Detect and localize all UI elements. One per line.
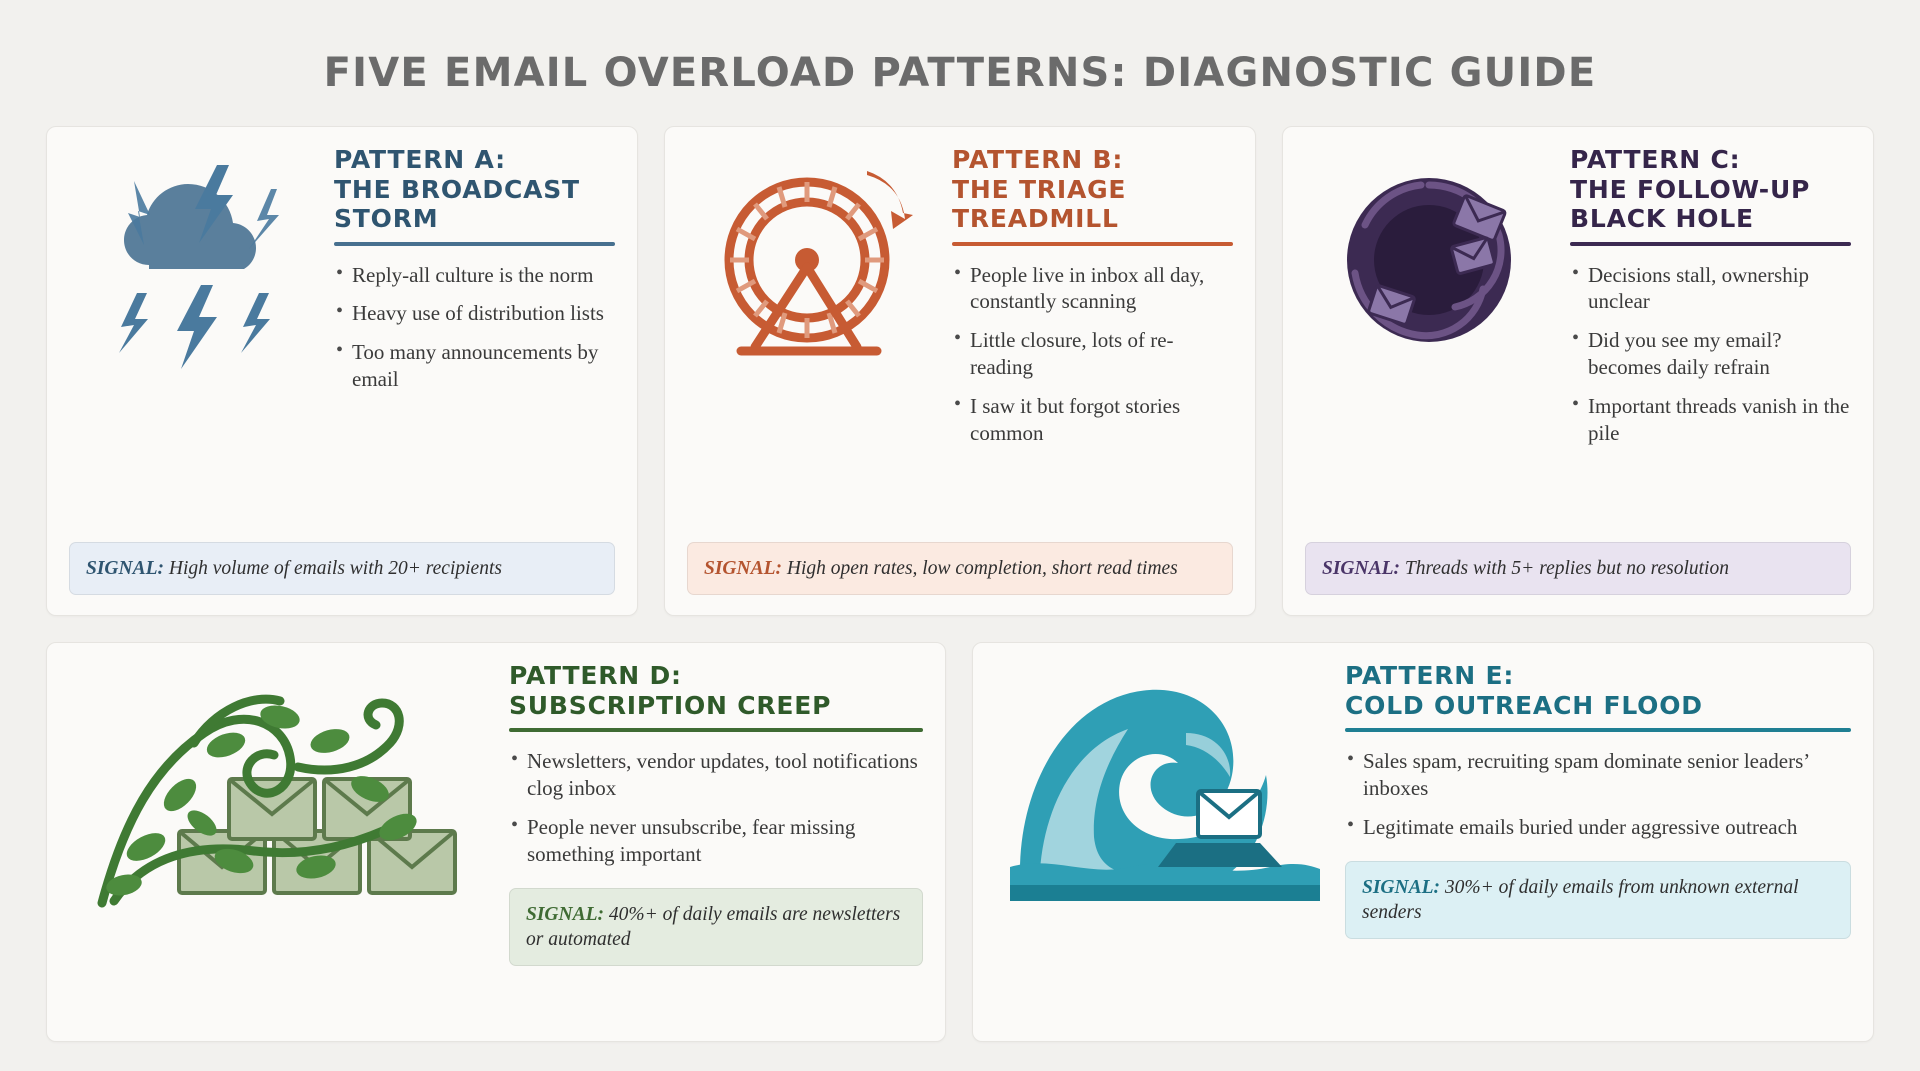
signal-label: SIGNAL: [86,557,165,579]
list-item: • Too many announcements by email [334,339,615,393]
list-item: • Did you see my email? becomes daily refrain [1570,327,1851,381]
icon-container [1305,145,1560,385]
pattern-title [952,145,1233,234]
black-hole-vortex-envelopes-icon [1325,155,1540,385]
title-rule [334,242,615,246]
pattern-title [1345,661,1851,720]
card-pattern-a [46,126,638,616]
card-pattern-e [972,642,1874,1042]
signal-text: 40%+ of daily emails are newsletters or automated [526,903,901,950]
page-title: FIVE EMAIL OVERLOAD PATTERNS: DIAGNOSTIC GUIDE [323,50,1597,96]
signal-badge [687,542,1233,595]
signal-badge [509,888,923,967]
text-column [1335,661,1851,939]
list-item: • People never unsubscribe, fear missing something important [509,814,923,868]
tidal-wave-boat-envelope-icon [1010,671,1320,901]
text-column [499,661,923,966]
icon-container [687,145,942,385]
pattern-title [509,661,923,720]
pattern-name-line2: TREADMILL [952,204,1119,233]
signal-badge [1305,542,1851,595]
pattern-label: PATTERN D: [509,661,682,690]
card-body [995,661,1851,1021]
pattern-name-line1: THE BROADCAST [334,174,580,204]
storm-cloud-lightning-icon [89,155,304,385]
signal-text: Threads with 5+ replies but no resolution [1404,557,1729,579]
signal-label: SIGNAL: [1322,557,1401,579]
icon-container [69,661,499,926]
card-body [1305,145,1851,542]
text-column [324,145,615,405]
vine-overgrown-envelopes-icon [84,671,484,926]
text-column [1560,145,1851,459]
list-item: • Decisions stall, ownership unclear [1570,262,1851,316]
title-rule [509,728,923,732]
pattern-name-line1: SUBSCRIPTION CREEP [509,690,832,720]
hamster-wheel-treadmill-icon [707,155,922,385]
patterns-row-top [46,126,1874,616]
bullet-list [1570,262,1851,447]
title-rule [1570,242,1851,246]
signal-text: High open rates, low completion, short read times [786,557,1178,579]
pattern-label: PATTERN E: [1345,661,1515,690]
icon-container [995,661,1335,901]
list-item: • Sales spam, recruiting spam dominate senior leaders’ inboxes [1345,748,1851,802]
signal-text: High volume of emails with 20+ recipients [168,557,502,579]
pattern-label: PATTERN A: [334,145,506,174]
list-item: • Legitimate emails buried under aggressive outreach [1345,814,1851,841]
signal-text: 30%+ of daily emails from unknown external senders [1362,876,1799,923]
signal-label: SIGNAL: [704,557,783,579]
card-pattern-c [1282,126,1874,616]
text-column [942,145,1233,459]
pattern-title [334,145,615,234]
bullet-list [334,262,615,394]
card-body [687,145,1233,542]
signal-label: SIGNAL: [526,903,605,925]
pattern-label: PATTERN B: [952,145,1124,174]
list-item: • Reply-all culture is the norm [334,262,615,289]
list-item: • Heavy use of distribution lists [334,300,615,327]
pattern-name-line1: COLD OUTREACH FLOOD [1345,690,1703,720]
card-body [69,661,923,1021]
list-item: • Important threads vanish in the pile [1570,393,1851,447]
patterns-row-bottom [46,642,1874,1042]
pattern-name-line2: STORM [334,204,439,233]
pattern-name-line1: THE TRIAGE [952,174,1127,204]
list-item: • I saw it but forgot stories common [952,393,1233,447]
list-item: • Newsletters, vendor updates, tool notifications clog inbox [509,748,923,802]
list-item: • Little closure, lots of re-reading [952,327,1233,381]
pattern-label: PATTERN C: [1570,145,1741,174]
card-pattern-b [664,126,1256,616]
title-rule [952,242,1233,246]
signal-badge [1345,861,1851,940]
bullet-list [1345,748,1851,841]
pattern-name-line1: THE FOLLOW-UP [1570,174,1811,204]
card-pattern-d [46,642,946,1042]
title-rule [1345,728,1851,732]
bullet-list [509,748,923,868]
signal-label: SIGNAL: [1362,876,1441,898]
bullet-list [952,262,1233,447]
pattern-title [1570,145,1851,234]
pattern-name-line2: BLACK HOLE [1570,204,1754,233]
list-item: • People live in inbox all day, constantly scanning [952,262,1233,316]
card-body [69,145,615,542]
signal-badge [69,542,615,595]
icon-container [69,145,324,385]
